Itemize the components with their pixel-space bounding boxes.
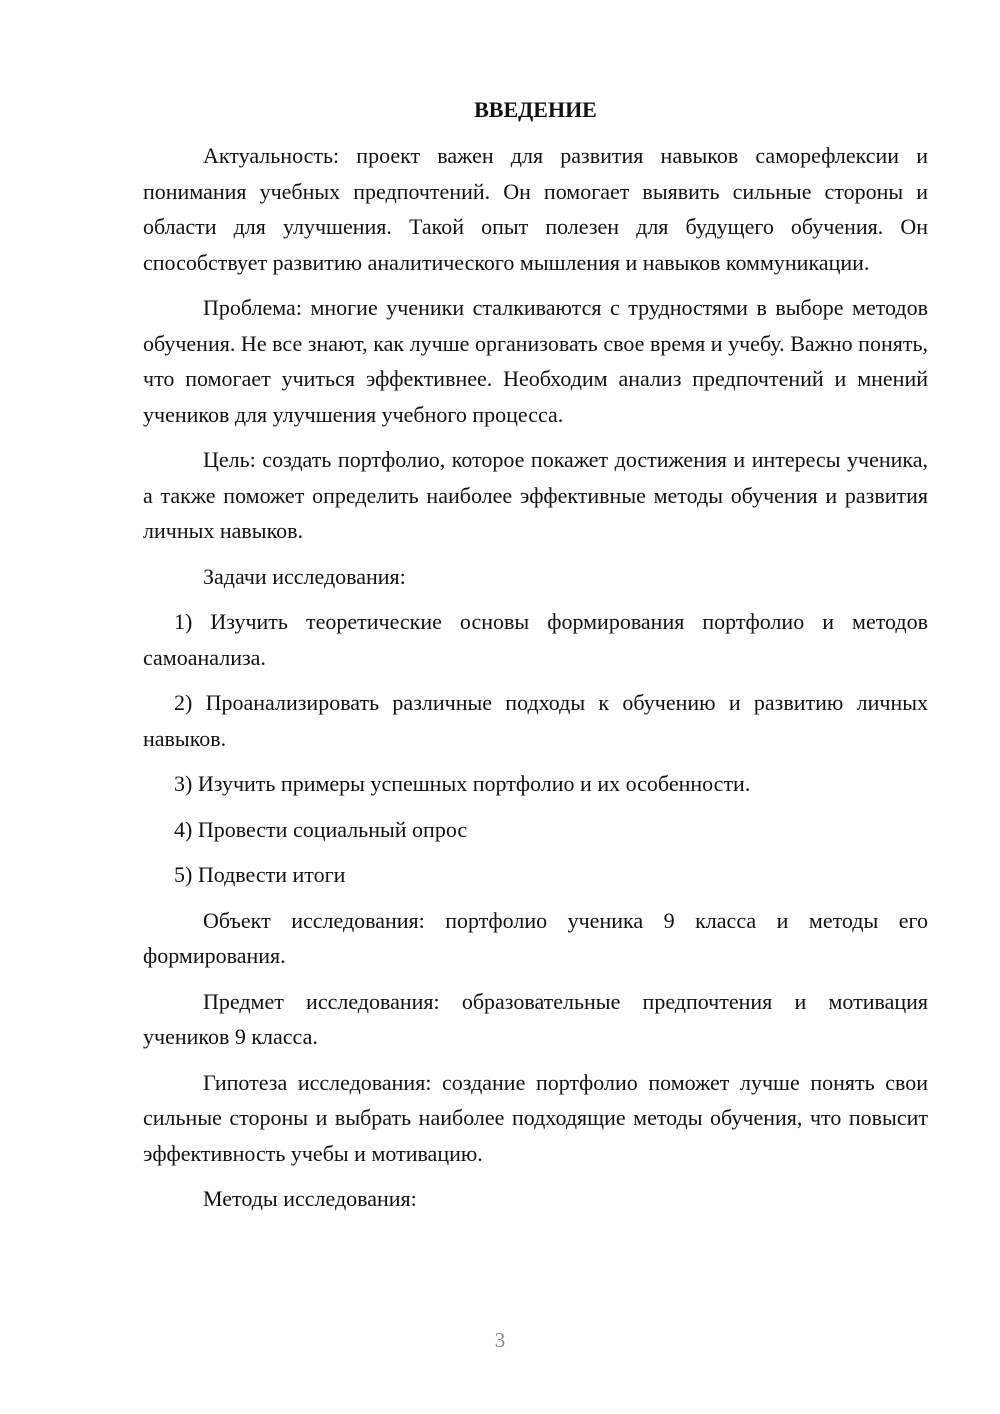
task-item-3: 3) Изучить примеры успешных портфолио и их особенности. <box>174 771 751 796</box>
problem-paragraph: Проблема: многие ученики сталкиваются с трудностями в выборе методов обучения. Не все знают, как лучше организовать свое время и учебу. Важно понять, что помогает учиться эффективнее. Необходим анализ предпочтений и мнений учеников для улучшения учебного процесса. <box>143 295 928 427</box>
task-item-1: 1) Изучить теоретические основы формирования портфолио и методов самоанализа. <box>143 609 928 670</box>
task-item-5: 5) Подвести итоги <box>174 862 346 887</box>
goal-paragraph: Цель: создать портфолио, которое покажет достижения и интересы ученика, а также поможет определить наиболее эффективные методы обучения и развития личных навыков. <box>143 447 928 543</box>
page-number: 3 <box>494 1328 506 1352</box>
hypothesis-paragraph: Гипотеза исследования: создание портфолио поможет лучше понять свои сильные стороны и выбрать наиболее подходящие методы обучения, что повысит эффективность учебы и мотивацию. <box>143 1069 928 1166</box>
relevance-paragraph: Актуальность: проект важен для развития навыков саморефлексии и понимания учебных предпочтений. Он помогает выявить сильные стороны и области для улучшения. Такой опыт полезен для будущего обучения. Он способствует развитию аналитического мышления и навыков коммуникации. <box>143 143 928 275</box>
subject-paragraph: Предмет исследования: образовательные предпочтения и мотивация учеников 9 класса. <box>143 988 928 1049</box>
page-title: ВВЕДЕНИЕ <box>474 97 597 122</box>
object-paragraph: Объект исследования: портфолио ученика 9 класса и методы его формирования. <box>143 907 928 968</box>
page-content <box>143 95 928 1227</box>
tasks-heading: Задачи исследования: <box>203 563 406 589</box>
methods-heading: Методы исследования: <box>203 1186 417 1211</box>
task-item-4: 4) Провести социальный опрос <box>174 816 468 842</box>
task-item-2: 2) Проанализировать различные подходы к обучению и развитию личных навыков. <box>143 690 928 751</box>
